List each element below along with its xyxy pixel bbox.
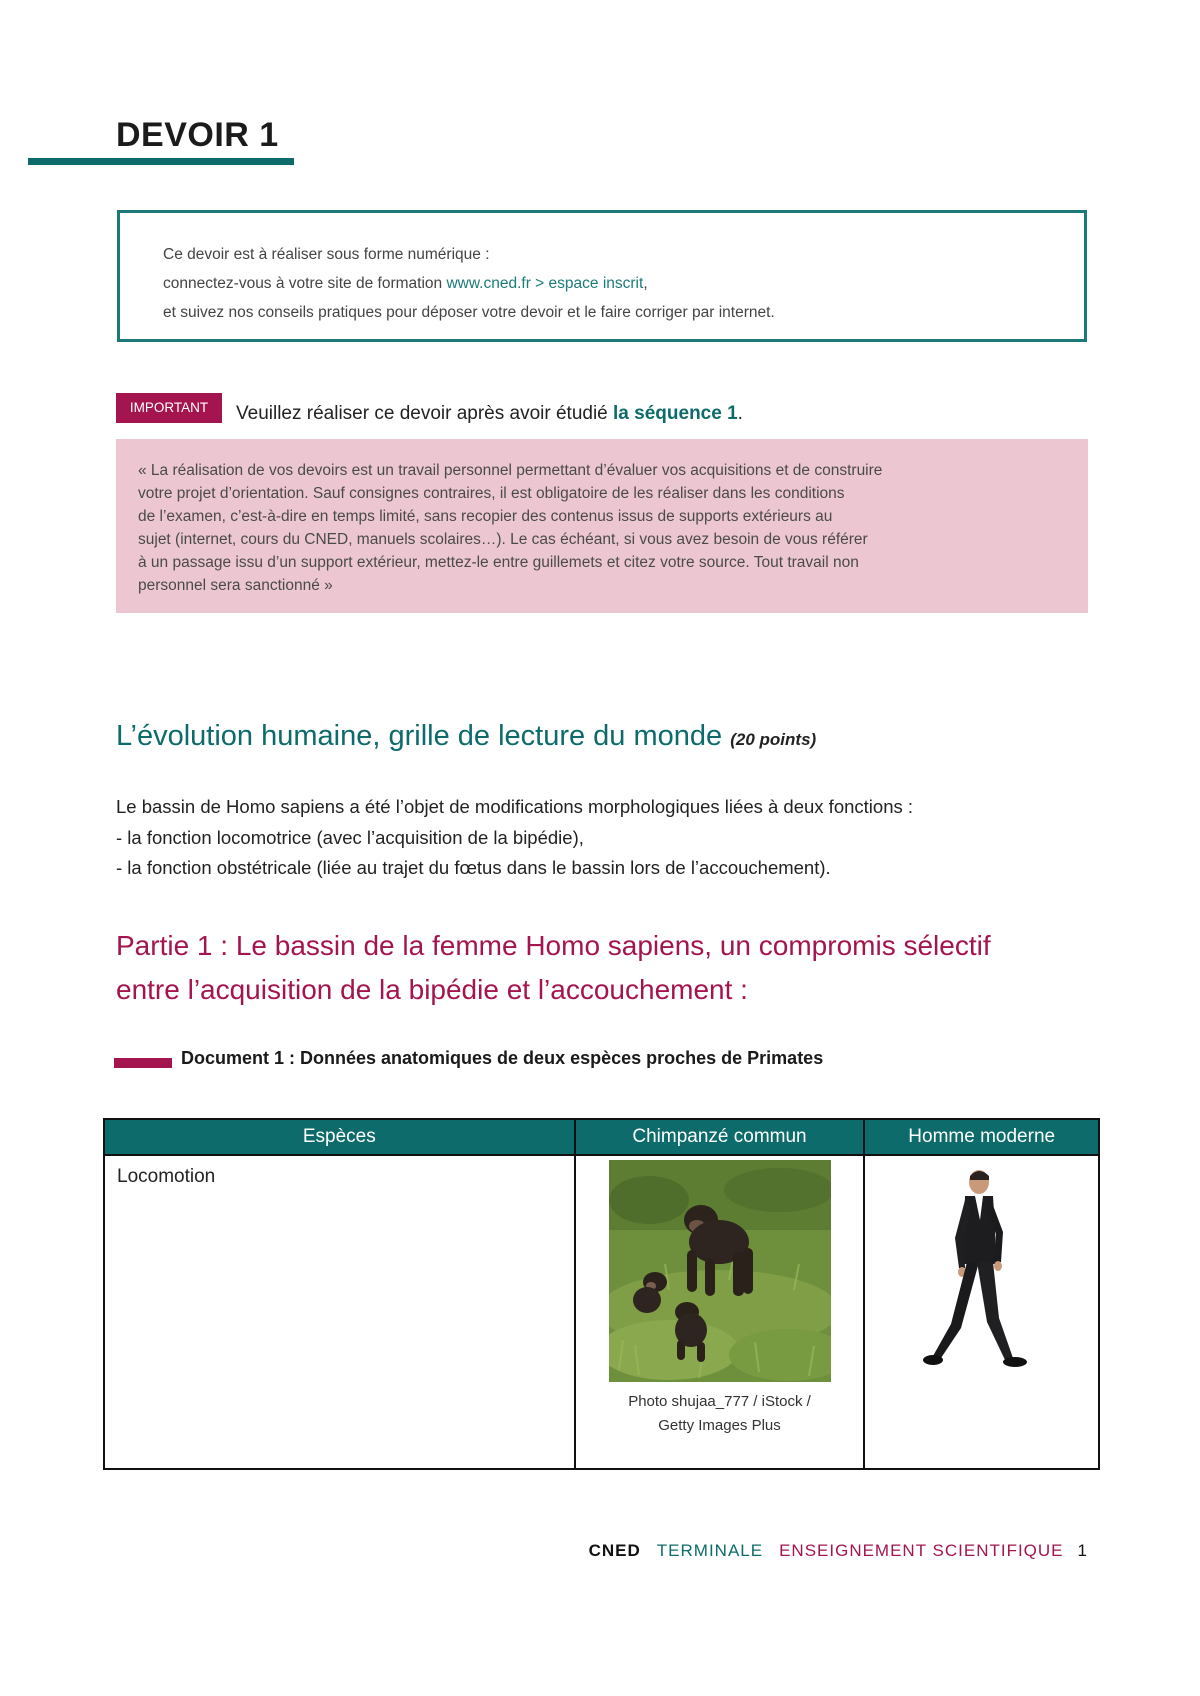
section-points: (20 points): [730, 730, 817, 749]
instruction-line-3: et suivez nos conseils pratiques pour déposer votre devoir et le faire corriger par internet.: [163, 304, 775, 321]
instruction-line-1: Ce devoir est à réaliser sous forme numérique :: [163, 246, 490, 263]
notice-line: votre projet d’orientation. Sauf consignes contraires, il est obligatoire de les réaliser dans les conditions: [138, 485, 845, 502]
notice-line: personnel sera sanctionné »: [138, 577, 333, 594]
title-underline: [28, 158, 294, 165]
sequence-highlight: la séquence 1: [613, 403, 738, 424]
instruction-line-2-prefix: connectez-vous à votre site de formation: [163, 275, 447, 292]
footer-cned: CNED: [588, 1541, 641, 1560]
notice-line: de l’examen, c’est-à-dire en temps limité, sans recopier des contenus issus de supports extérieurs au: [138, 508, 833, 525]
intro-line: - la fonction locomotrice (avec l’acquisition de la bipédie),: [116, 827, 584, 848]
notice-line: « La réalisation de vos devoirs est un travail personnel permettant d’évaluer vos acquisitions et de construire: [138, 462, 883, 479]
header-species: Espèces: [104, 1119, 575, 1155]
section-heading: [116, 720, 816, 753]
instruction-line-2-suffix: ,: [643, 275, 648, 292]
part1-heading: [116, 924, 1116, 1012]
cell-human: [864, 1155, 1099, 1469]
walking-man-photo: [917, 1168, 1047, 1378]
cell-locomotion-label: [104, 1155, 575, 1469]
page-footer: [589, 1541, 1088, 1561]
important-text: [236, 403, 743, 425]
part1-heading-line-2: entre l’acquisition de la bipédie et l’accouchement :: [116, 974, 748, 1005]
section-intro: [116, 790, 913, 883]
intro-line: - la fonction obstétricale (liée au trajet du fœtus dans le bassin lors de l’accouchement).: [116, 857, 831, 878]
cned-link[interactable]: www.cned.fr > espace inscrit: [446, 275, 644, 292]
important-text-prefix: Veuillez réaliser ce devoir après avoir étudié: [236, 403, 614, 424]
page-title: DEVOIR 1: [116, 116, 279, 154]
photo-credit-line-1: Photo shujaa_777 / iStock /: [628, 1393, 811, 1410]
cell-chimpanzee: [575, 1155, 865, 1469]
intro-line: Le bassin de Homo sapiens a été l’objet de modifications morphologiques liées à deux fonctions :: [116, 796, 914, 817]
page-number: 1: [1077, 1541, 1088, 1560]
part1-heading-line-1: Partie 1 : Le bassin de la femme Homo sapiens, un compromis sélectif: [116, 930, 991, 961]
chimpanzee-photo: [609, 1160, 831, 1382]
important-text-suffix: .: [737, 403, 743, 424]
species-table: [103, 1118, 1100, 1470]
photo-credit-line-2: Getty Images Plus: [658, 1417, 781, 1434]
photo-credit: [576, 1390, 864, 1438]
instruction-text: [163, 240, 775, 327]
plagiarism-notice: [116, 439, 1088, 613]
footer-level: TERMINALE: [656, 1541, 764, 1560]
header-chimpanzee: Chimpanzé commun: [575, 1119, 865, 1155]
document-marker: [114, 1058, 172, 1068]
document1-label: Document 1 : Données anatomiques de deux espèces proches de Primates: [181, 1048, 824, 1068]
important-badge: IMPORTANT: [116, 393, 222, 423]
footer-subject: ENSEIGNEMENT SCIENTIFIQUE: [779, 1541, 1064, 1560]
notice-line: à un passage issu d’un support extérieur, mettez-le entre guillemets et citez votre source. Tout travail non: [138, 554, 859, 571]
locomotion-label: Locomotion: [117, 1166, 216, 1187]
instruction-line-2: [163, 269, 775, 298]
section-heading-text: L’évolution humaine, grille de lecture du monde: [116, 720, 731, 752]
header-human: Homme moderne: [864, 1119, 1099, 1155]
notice-line: sujet (internet, cours du CNED, manuels scolaires…). Le cas échéant, si vous avez besoin de vous référer: [138, 531, 868, 548]
